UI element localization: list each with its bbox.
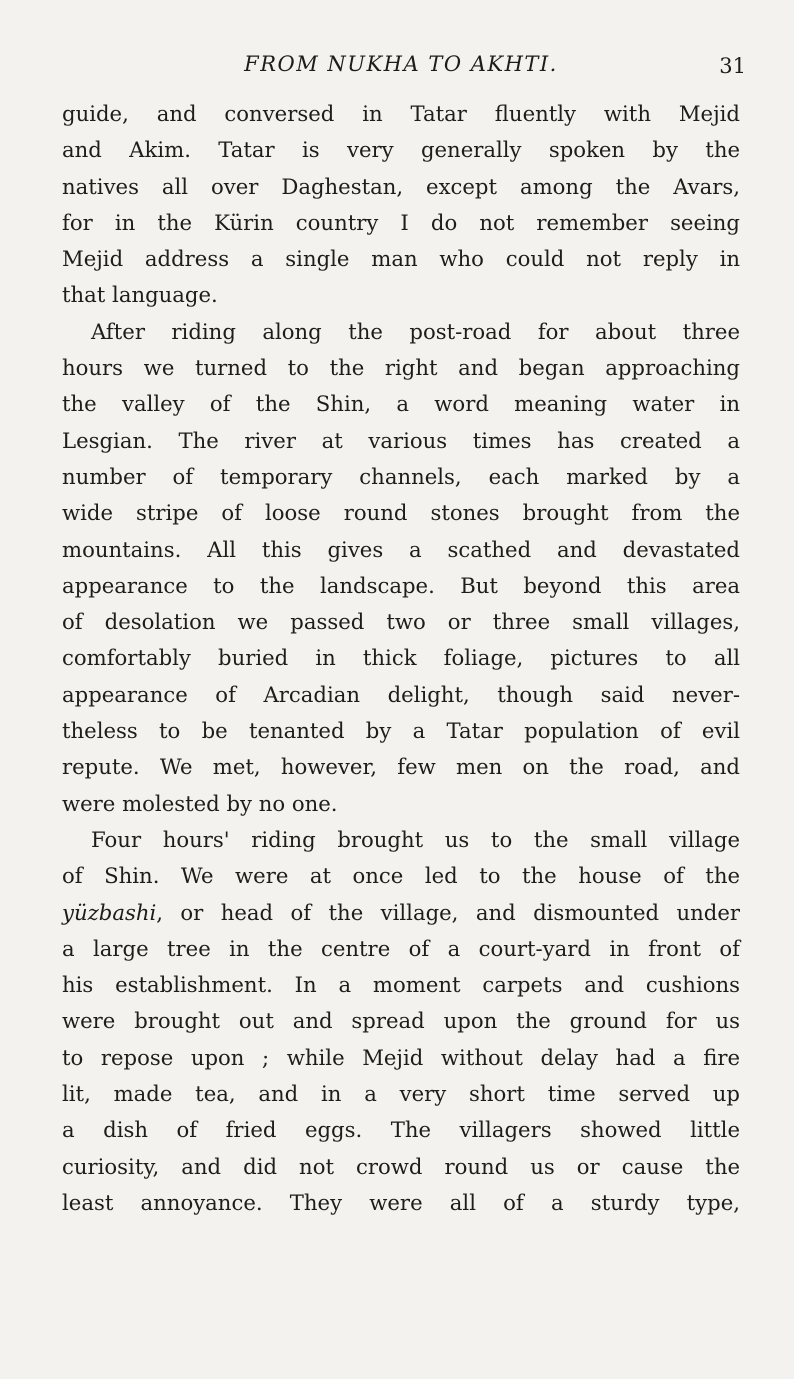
text-line: for in the Kürin country I do not remember seeing: [62, 209, 740, 235]
text-line: least annoyance. They were all of a sturdy type,: [62, 1189, 740, 1215]
text-line: lit, made tea, and in a very short time served up: [62, 1081, 740, 1107]
text-line: his establishment. In a moment carpets and cushions: [62, 972, 740, 998]
text-line: number of temporary channels, each marked by a: [62, 463, 740, 489]
line-continuation: , or head of the village, and dismounted under: [156, 899, 740, 925]
text-line: appearance to the landscape. But beyond this area: [62, 572, 740, 598]
running-title: FROM NUKHA TO AKHTI.: [244, 52, 558, 76]
text-line: Mejid address a single man who could not reply in: [62, 246, 740, 272]
text-line: repute. We met, however, few men on the road, and: [62, 754, 740, 780]
page-number: 31: [719, 54, 746, 78]
text-line: curiosity, and did not crowd round us or cause the: [62, 1153, 740, 1179]
text-line: the valley of the Shin, a word meaning water in: [62, 391, 740, 417]
text-line: that language.: [62, 282, 218, 308]
text-line: to repose upon ; while Mejid without delay had a fire: [62, 1044, 740, 1070]
text-line: wide stripe of loose round stones brought from the: [62, 500, 740, 526]
text-line: guide, and conversed in Tatar fluently with Mejid: [62, 101, 740, 126]
text-line: theless to be tenanted by a Tatar population of evil: [62, 718, 740, 744]
text-line: a large tree in the centre of a court-yard in front of: [62, 935, 740, 961]
text-line: and Akim. Tatar is very generally spoken by the: [62, 137, 740, 163]
text-line: appearance of Arcadian delight, though said never-: [62, 681, 740, 707]
body-text: [62, 96, 740, 1221]
text-line-with-italic: [62, 895, 740, 931]
text-line: of Shin. We were at once led to the house of the: [62, 863, 740, 889]
paragraph-start-line: After riding along the post-road for about three: [91, 318, 740, 344]
book-page: [62, 46, 746, 1221]
paragraph-start-line: Four hours' riding brought us to the small village: [91, 826, 740, 852]
text-line: mountains. All this gives a scathed and devastated: [62, 536, 740, 562]
running-head: [62, 46, 746, 86]
text-line: hours we turned to the right and began approaching: [62, 355, 740, 381]
italic-term: yüzbashi: [62, 899, 157, 925]
text-line: comfortably buried in thick foliage, pictures to all: [62, 645, 740, 671]
text-line: were brought out and spread upon the ground for us: [62, 1008, 740, 1034]
text-line: a dish of fried eggs. The villagers showed little: [62, 1117, 740, 1143]
text-line: of desolation we passed two or three small villages,: [62, 609, 740, 635]
text-line: natives all over Daghestan, except among the Avars,: [62, 173, 740, 199]
text-line: Lesgian. The river at various times has created a: [62, 427, 740, 453]
text-line: were molested by no one.: [62, 790, 338, 816]
